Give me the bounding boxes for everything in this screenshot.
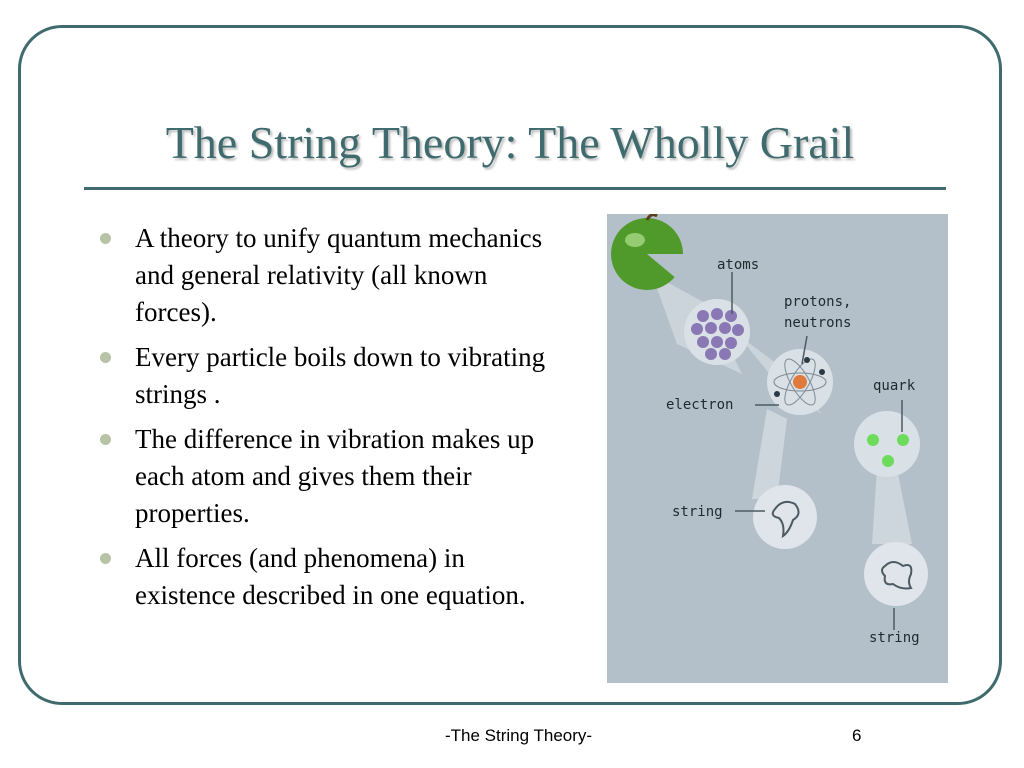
label-string-right: string bbox=[869, 630, 920, 646]
bullet-dot-icon bbox=[100, 553, 111, 564]
bullet-list bbox=[96, 220, 566, 622]
bullet-dot-icon bbox=[100, 352, 111, 363]
quark-circle bbox=[854, 411, 920, 477]
string-circle-left bbox=[753, 485, 817, 549]
bullet-text: A theory to unify quantum mechanics and general relativity (all known forces). bbox=[135, 223, 543, 327]
apple-icon bbox=[611, 215, 683, 290]
bullet-item bbox=[96, 339, 566, 413]
page-number: 6 bbox=[852, 726, 862, 745]
label-atoms: atoms bbox=[717, 257, 760, 273]
bullet-text: The difference in vibration makes up each atom and gives them their properties. bbox=[135, 424, 535, 528]
bullet-text: Every particle boils down to vibrating strings . bbox=[135, 342, 546, 409]
bullet-item bbox=[96, 421, 566, 532]
bullet-text: All forces (and phenomena) in existence described in one equation. bbox=[135, 543, 526, 610]
label-quark: quark bbox=[873, 378, 916, 394]
bullet-dot-icon bbox=[100, 434, 111, 445]
label-string-left: string bbox=[672, 504, 723, 520]
string-theory-illustration bbox=[607, 214, 948, 683]
slide-title: The String Theory: The Wholly Grail bbox=[165, 117, 855, 168]
bullet-item bbox=[96, 540, 566, 614]
label-neutrons: neutrons bbox=[784, 315, 852, 331]
zoom-beam bbox=[872, 469, 912, 544]
label-electron: electron bbox=[666, 397, 734, 413]
bullet-item bbox=[96, 220, 566, 331]
bullet-dot-icon bbox=[100, 233, 111, 244]
label-protons: protons, bbox=[784, 294, 852, 310]
illustration-svg bbox=[607, 214, 948, 683]
atom-circle bbox=[684, 299, 750, 365]
string-circle-right bbox=[864, 542, 928, 606]
footer-title: -The String Theory- bbox=[445, 726, 593, 745]
title-divider bbox=[84, 187, 946, 190]
